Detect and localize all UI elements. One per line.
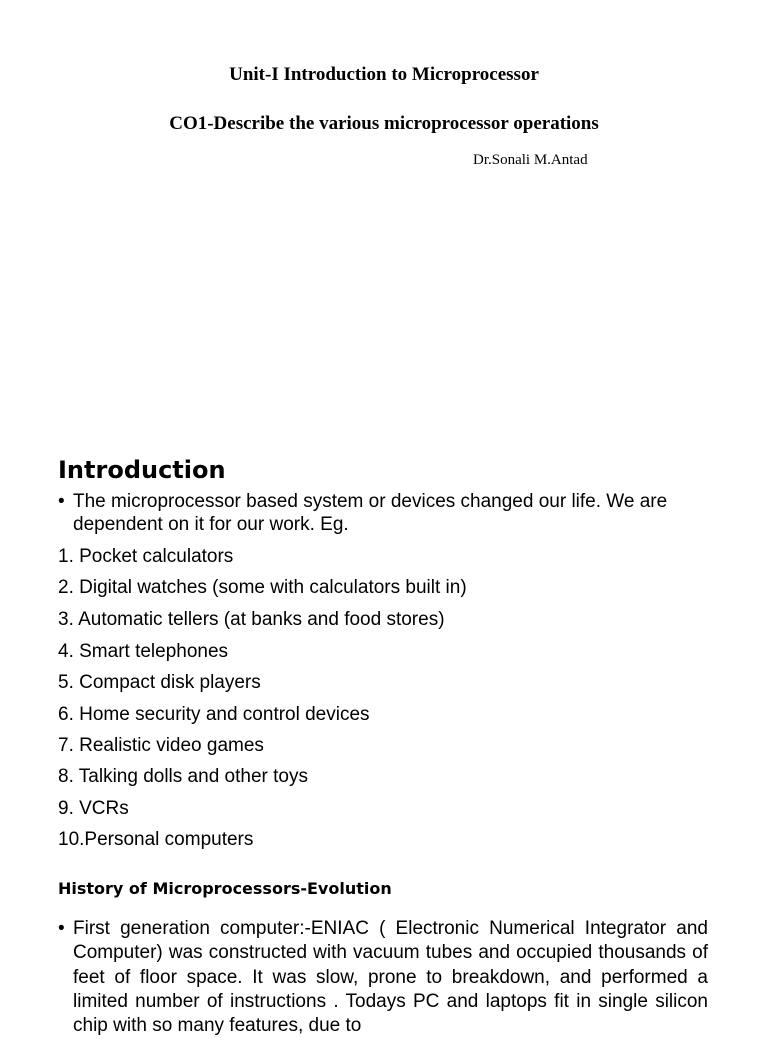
history-bullet [58, 917, 708, 1037]
introduction-heading: Introduction [58, 456, 226, 484]
history-heading: History of Microprocessors-Evolution [58, 879, 392, 898]
list-item: 2. Digital watches (some with calculators built in) [58, 577, 467, 598]
list-item: 7. Realistic video games [58, 735, 264, 756]
list-item: 3. Automatic tellers (at banks and food stores) [58, 609, 445, 630]
history-bullet-text: First generation computer:-ENIAC ( Electronic Numerical Integrator and Computer) was constructed with vacuum tubes and occupied thousands of feet of floor space. It was slow, prone to breakdown, and performed a limited number of instructions . Todays PC and laptops fit in single silicon chip with so many features, due to [73, 918, 708, 1037]
bullet-icon: • [58, 918, 65, 939]
unit-title: Unit-I Introduction to Microprocessor [229, 64, 539, 85]
list-item: 9. VCRs [58, 798, 129, 819]
list-item: 6. Home security and control devices [58, 704, 370, 725]
list-item: 8. Talking dolls and other toys [58, 766, 308, 787]
list-item: 4. Smart telephones [58, 641, 229, 662]
list-item: 5. Compact disk players [58, 672, 261, 693]
list-item: 10.Personal computers [58, 829, 254, 850]
list-item: 1. Pocket calculators [58, 546, 234, 567]
course-outcome-title: CO1-Describe the various microprocessor operations [169, 113, 599, 134]
intro-bullet [58, 490, 708, 536]
intro-bullet-text: The microprocessor based system or devices changed our life. We are dependent on it for our work. Eg. [73, 491, 668, 535]
author-name: Dr.Sonali M.Antad [473, 152, 588, 168]
bullet-icon: • [58, 491, 65, 512]
